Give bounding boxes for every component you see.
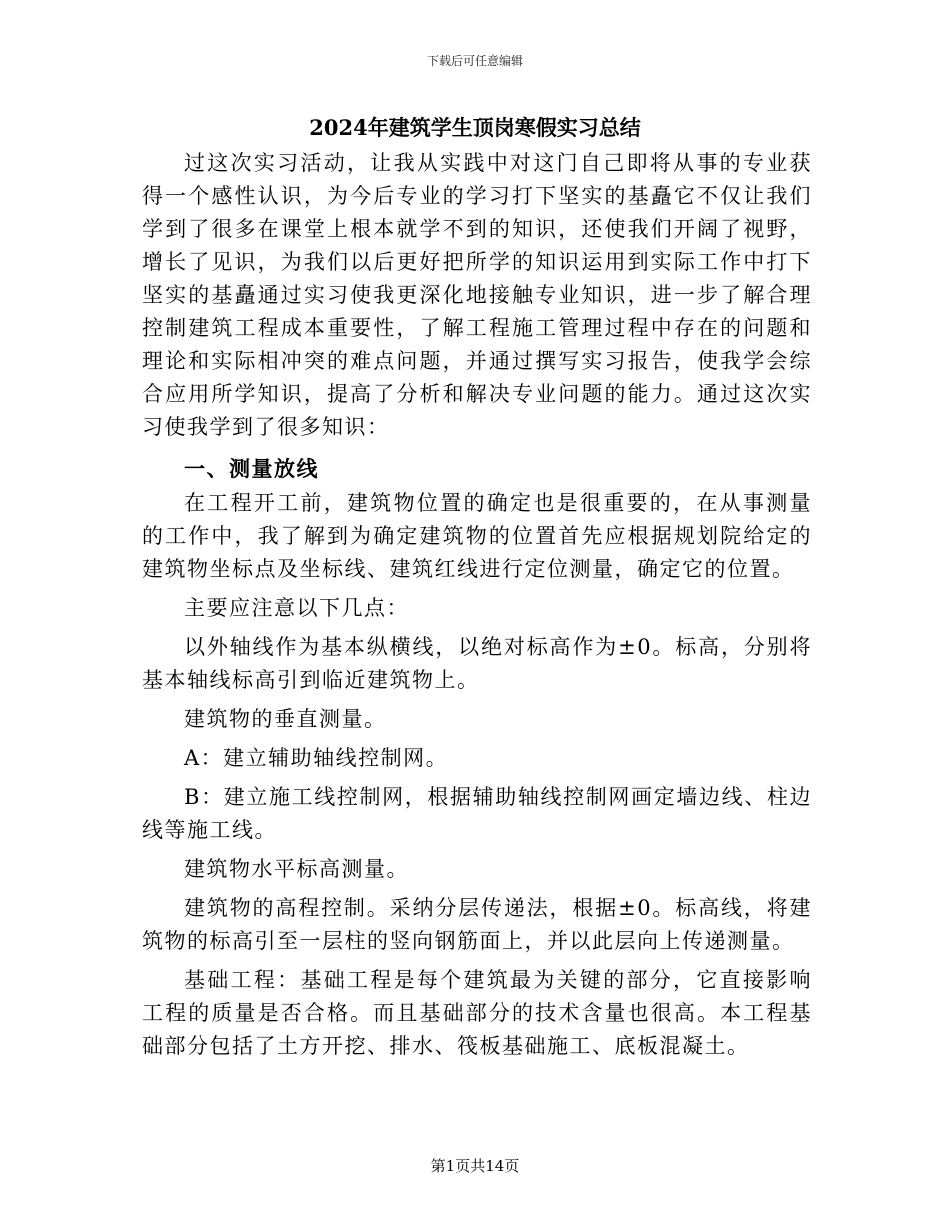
page-header-note: 下载后可任意编辑	[426, 54, 523, 68]
document-body	[142, 147, 812, 1063]
paragraph: 建筑物水平标高测量。	[184, 857, 409, 881]
paragraph: 建筑物的垂直测量。	[184, 707, 387, 731]
section-heading: 一、测量放线	[184, 456, 319, 481]
page-number: 第1页共14页	[430, 1157, 520, 1175]
paragraph: 在工程开工前，建筑物位置的确定也是很重要的，在从事测量的工作中，我了解到为确定建筑物的位置首先应根据规划院给定的建筑物坐标点及坐标线、建筑红线进行定位测量，确定它的位置。	[142, 491, 812, 581]
paragraph: 以外轴线作为基本纵横线，以绝对标高作为±0。标高，分别将基本轴线标高引到临近建筑物上。	[142, 635, 812, 692]
paragraph: A：建立辅助轴线控制网。	[184, 746, 449, 770]
paragraph: 基础工程：基础工程是每个建筑最为关键的部分，它直接影响工程的质量是否合格。而且基础部分的技术含量也很高。本工程基础部分包括了土方开挖、排水、筏板基础施工、底板混凝土。	[142, 968, 812, 1058]
paragraph: 主要应注意以下几点：	[184, 596, 409, 620]
paragraph: 建筑物的高程控制。采纳分层传递法，根据±0。标高线，将建筑物的标高引至一层柱的竖向钢筋面上，并以此层向上传递测量。	[142, 896, 812, 953]
document-title: 2024年建筑学生顶岗寒假实习总结	[309, 115, 641, 140]
paragraph: B：建立施工线控制网，根据辅助轴线控制网画定墙边线、柱边线等施工线。	[142, 785, 812, 842]
paragraph-intro: 过这次实习活动，让我从实践中对这门自己即将从事的专业获得一个感性认识，为今后专业的学习打下坚实的基矗它不仅让我们学到了很多在课堂上根本就学不到的知识，还使我们开阔了视野，增长了见识，为我们以后更好把所学的知识运用到实际工作中打下坚实的基矗通过实习使我更深化地接触专业知识，进一步了解合理控制建筑工程成本重要性，了解工程施工管理过程中存在的问题和理论和实际相冲突的难点问题，并通过撰写实习报告，使我学会综合应用所学知识，提高了分析和解决专业问题的能力。通过这次实习使我学到了很多知识：	[142, 151, 812, 439]
